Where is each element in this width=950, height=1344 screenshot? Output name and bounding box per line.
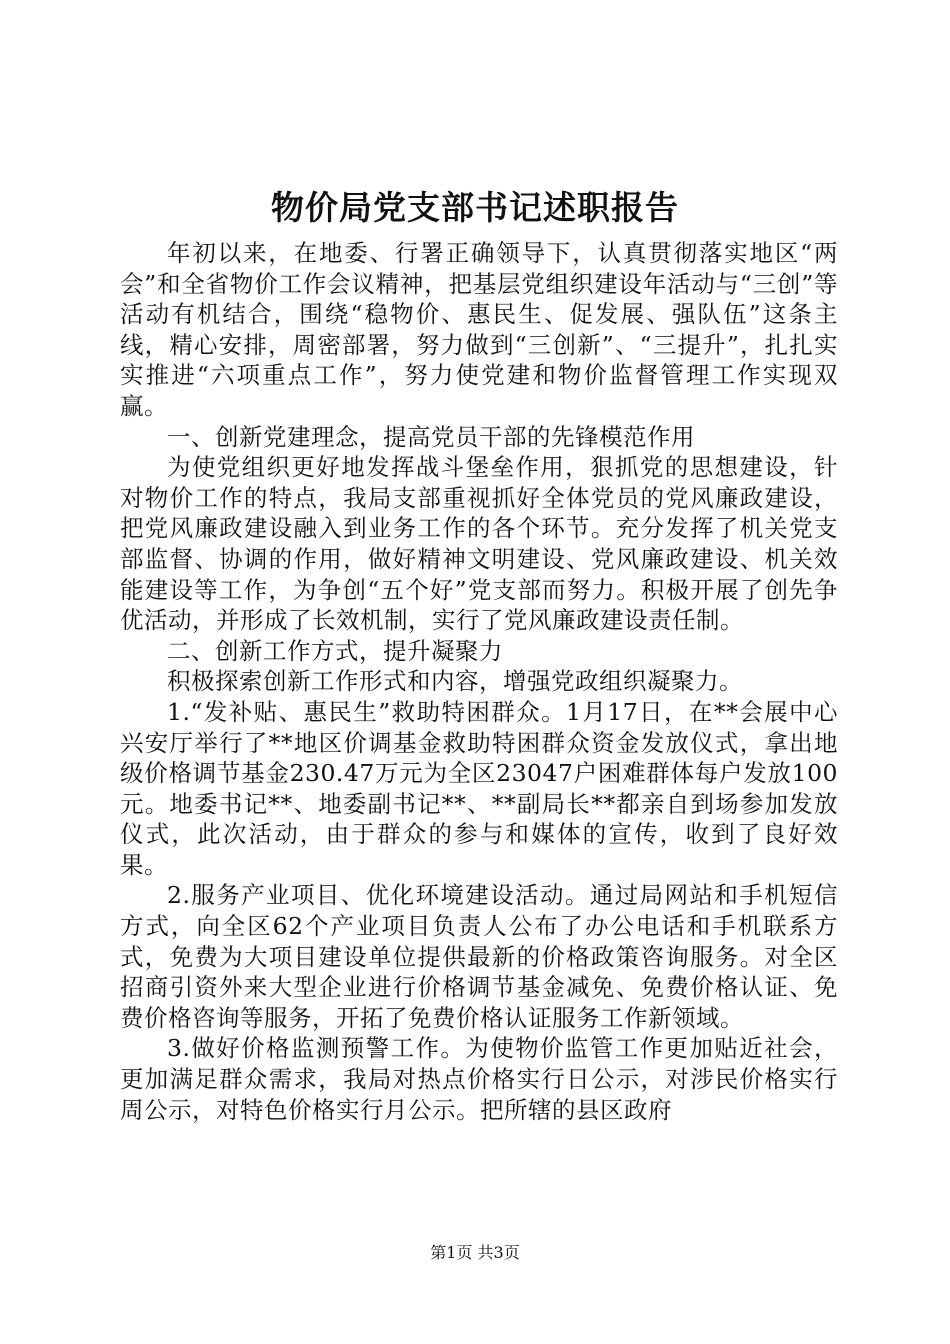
section-heading-2: 二、创新工作方式，提升凝聚力 [167,636,503,665]
paragraph-intro: 年初以来，在地委、行署正确领导下，认真贯彻落实地区“两会”和全省物价工作会议精神，把基层党组织建设年活动与“三创”等活动有机结合，围绕“稳物价、惠民生、促发展、强队伍”这条主线，精心安排，周密部署，努力做到“三创新”、“三提升”，扎扎实实推进“六项重点工作”，努力使党建和物价监督管理工作实现双赢。 [120,239,838,420]
paragraph-item-1: 1.“发补贴、惠民生”救助特困群众。1月17日，在**会展中心兴安厅举行了**地区价调基金救助特困群众资金发放仪式，拿出地级价格调节基金230.47万元为全区23047户困难群体每户发放100元。地委书记**、地委副书记**、**副局长**都亲自到场参加发放仪式，此次活动，由于群众的参与和媒体的宣传，收到了良好效果。 [120,697,838,879]
page-number-footer: 第1页 共3页 [430,1243,520,1262]
paragraph-section-1: 为使党组织更好地发挥战斗堡垒作用，狠抓党的思想建设，针对物价工作的特点，我局支部重视抓好全体党员的党风廉政建设，把党风廉政建设融入到业务工作的各个环节。充分发挥了机关党支部监督、协调的作用，做好精神文明建设、党风廉政建设、机关效能建设等工作，为争创“五个好”党支部而努力。积极开展了创先争优活动，并形成了长效机制，实行了党风廉政建设责任制。 [120,453,838,635]
paragraph-item-2: 2.服务产业项目、优化环境建设活动。通过局网站和手机短信方式，向全区62个产业项目负责人公布了办公电话和手机联系方式，免费为大项目建设单位提供最新的价格政策咨询服务。对全区招商引资外来大型企业进行价格调节基金减免、免费价格认证、免费价格咨询等服务，开拓了免费价格认证服务工作新领域。 [120,881,838,1032]
section-heading-1: 一、创新党建理念，提高党员干部的先锋模范作用 [167,422,695,451]
paragraph-item-3: 3.做好价格监测预警工作。为使物价监管工作更加贴近社会，更加满足群众需求，我局对热点价格实行日公示，对涉民价格实行周公示，对特色价格实行月公示。把所辖的县区政府 [120,1034,838,1124]
document-body [120,238,838,1125]
paragraph-section-2-intro: 积极探索创新工作形式和内容，增强党政组织凝聚力。 [167,667,743,696]
document-title: 物价局党支部书记述职报告 [271,188,679,227]
